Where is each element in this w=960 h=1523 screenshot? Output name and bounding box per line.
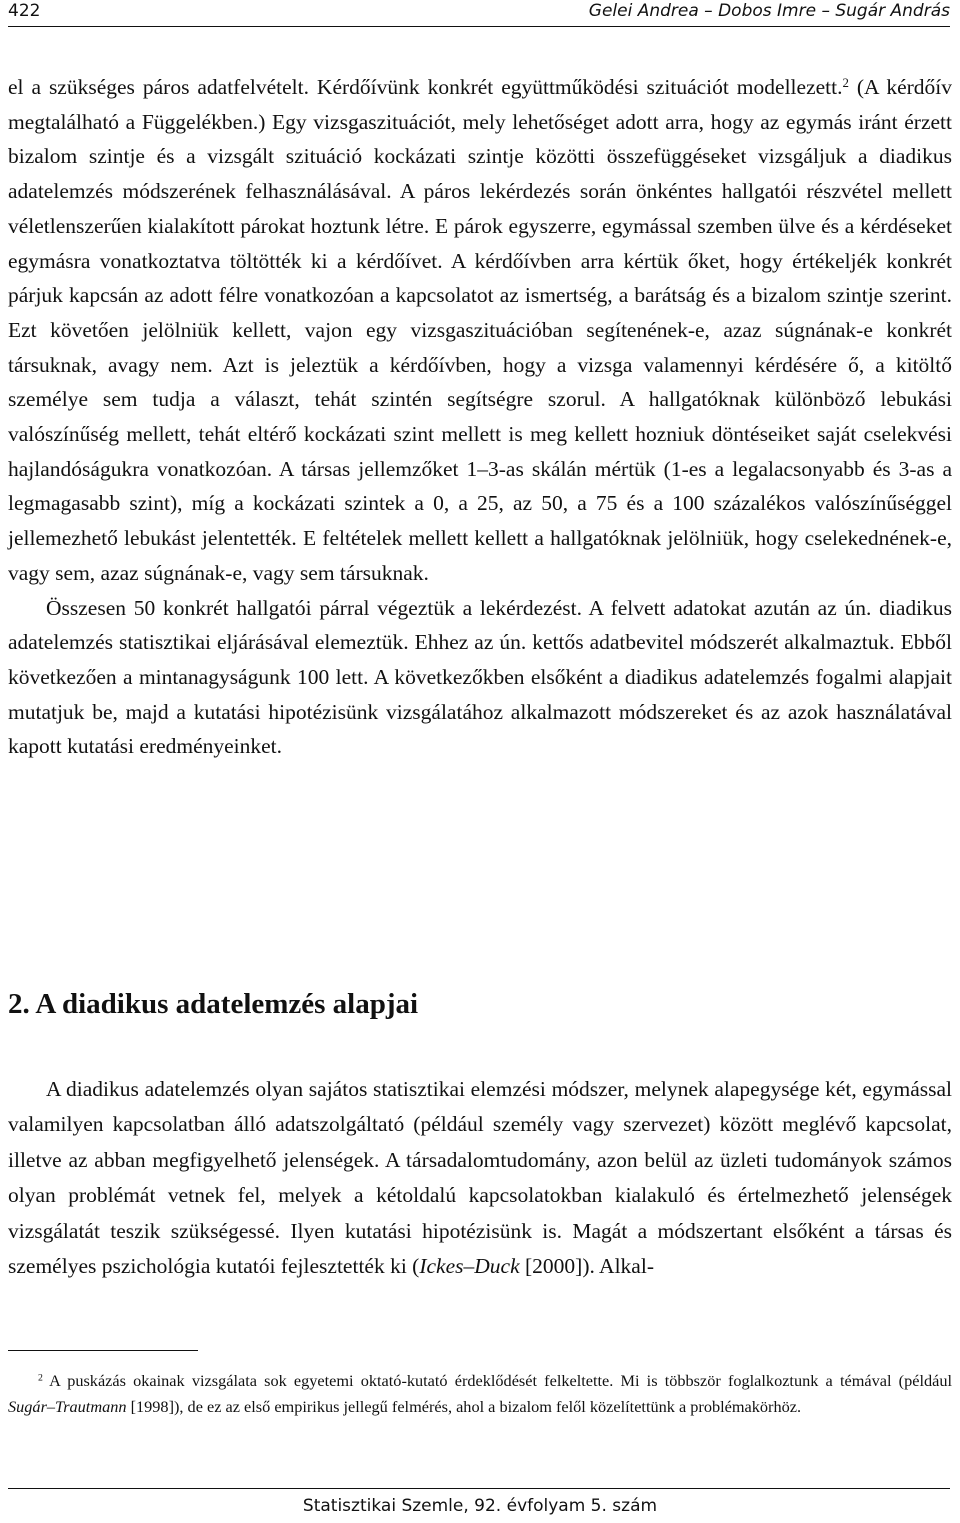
running-header-authors: Gelei Andrea – Dobos Imre – Sugár András xyxy=(588,1,950,21)
text-run: A diadikus adatelemzés olyan sajátos statisztikai elemzési módszer, melynek alapegysége két, egymással valamilyen kapcsolatban álló adatszolgáltató (például személy vagy szervezet) között meglévő kapcsolat, illetve az abban megfigyelhető jelenségek. A társadalomtudomány, azon belül az üzleti tudományok számos olyan problémát vetnek fel, melyek a kétoldalú kapcsolatokban kialakuló és értelmezhető jelenségek vizsgálatát teszik szükségessé. Ilyen kutatási hipotézisünk is. Magát a módszertant elsőként a társas és személyes pszichológia kutatói fejlesztették ki ( xyxy=(8,1077,952,1279)
section-heading: 2. A diadikus adatelemzés alapjai xyxy=(8,988,419,1020)
text-run: [1998]), de ez az első empirikus jellegű felmérés, ahol a bizalom felől közelítettünk a problémakörhöz. xyxy=(126,1397,802,1416)
running-footer: Statisztikai Szemle, 92. évfolyam 5. szám xyxy=(302,1496,658,1516)
citation: Ickes–Duck xyxy=(419,1254,520,1279)
footnote-reference: 2 xyxy=(842,75,849,90)
text-run: [2000]). Alkal- xyxy=(519,1254,654,1279)
footnote-text xyxy=(8,1368,952,1420)
paragraph xyxy=(8,70,952,591)
paragraph xyxy=(8,1072,952,1284)
citation: Sugár–Trautmann xyxy=(8,1397,127,1416)
text-run: el a szükséges páros adatfelvételt. Kérdőívünk konkrét együttműködési szituációt modellezett. xyxy=(8,75,843,99)
section-text xyxy=(8,1072,952,1284)
body-text xyxy=(8,70,952,764)
footer-divider xyxy=(8,1488,950,1489)
page-number: 422 xyxy=(8,1,41,21)
paragraph: Összesen 50 konkrét hallgatói párral végeztük a lekérdezést. A felvett adatokat azután az ún. diadikus adatelemzés statisztikai eljárásával elemeztük. Ehhez az ún. kettős adatbevitel módszerét alkalmaztuk. Ebből következően a mintanagyságunk 100 lett. A következőkben elsőként a diadikus adatelemzés fogalmi alapjait mutatjuk be, majd a kutatási hipotézisünk vizsgálatához alkalmazott módszereket és az azok használatával kapott kutatási eredményeinket. xyxy=(8,595,952,759)
text-run: A puskázás okainak vizsgálata sok egyetemi oktató-kutató érdeklődését felkeltette. Mi is többször foglalkoztunk a témával (például xyxy=(42,1371,952,1390)
footnote-divider xyxy=(8,1350,198,1351)
text-run: (A kérdőív megtalálható a Függelékben.) Egy vizsgaszituációt, mely lehetőséget adott arra, hogy az egymás iránt érzett bizalom szintje és a vizsgált szituáció kockázati szintje közötti összefüggéseket vizsgáljuk a diadikus adatelemzés módszerének felhasználásával. A páros lekérdezés során önkéntes hallgatói részvétel mellett véletlenszerűen kialakított párokat hoztunk létre. E párok egyszerre, egymással szemben ülve és a kérdéseket egymásra vonatkoztatva töltötték ki a kérdőívet. A kérdőívben arra kértük őket, hogy értékeljék konkrét párjuk kapcsán az adott félre vonatkozóan a kapcsolatot az ismertség, a barátság és a bizalom szintje szerint. Ezt követően jelölniük kellett, vajon egy vizsgaszituációban segítenének-e, azaz súgnának-e konkrét társuknak, avagy nem. Azt is jeleztük a kérdőívben, hogy a vizsga valamennyi kérdésére ő, a kitöltő személye sem tudja a választ, tehát szintén segítségre szorul. A hallgatóknak különböző lebukási valószínűség mellett, tehát eltérő kockázati szint mellett is meg kellett hozniuk döntéseiket saját cselekvési hajlandóságukra vonatkozóan. A társas jellemzőket 1–3-as skálán mértük (1-es a legalacsonyabb és 3-as a legmagasabb szint), míg a kockázati szintek a 0, a 25, az 50, a 75 és a 100 százalékos valószínűséggel jellemezhető lebukást jelentették. E feltételek mellett kellett a hallgatóknak jelölniük, hogy cselekednének-e, vagy sem, azaz súgnának-e, vagy sem társuknak. xyxy=(8,75,952,585)
footnote-number: 2 xyxy=(38,1372,43,1384)
running-header xyxy=(8,0,950,27)
footnote xyxy=(8,1368,952,1420)
